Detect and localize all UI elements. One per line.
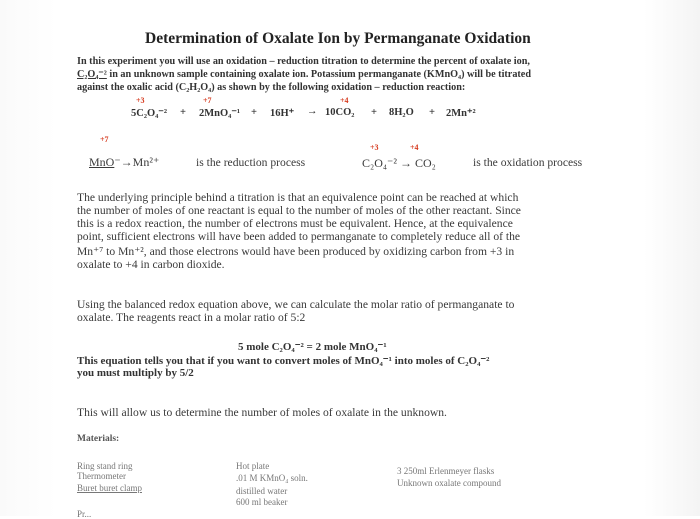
reduction-equation-left: MnO (89, 155, 115, 169)
page-title: Determination of Oxalate Ion by Permanganate Oxidation (145, 30, 531, 47)
paragraph-1-line-3: this is a redox reaction, the number of electrons must be equivalent. Hence, at the equivalence (77, 217, 513, 230)
product-manganese-ion: 2Mn⁺² (446, 108, 476, 119)
intro-line-3: against the oxalic acid (C₂H₂O₄) as shown by the following oxidation – reduction reaction: (77, 82, 466, 93)
ox-state-manganese: +7 (203, 96, 212, 105)
intro-line-2 (77, 69, 531, 80)
ox-state-mn-half: +7 (100, 135, 109, 144)
oxidation-half-equation: C₂O₄⁻² → CO₂ (362, 156, 436, 170)
paragraph-1-line-4: point, sufficient electrons will have been added to permanganate to completely reduce all of the (77, 230, 521, 243)
material-item: Thermometer (77, 471, 126, 481)
product-water: 8H₂O (389, 107, 414, 118)
reaction-arrow: → (307, 106, 318, 117)
paragraph-1-line-1: The underlying principle behind a titration is that an equivalence point can be reached at which (77, 191, 519, 204)
oxalate-ion-formula: C₂O₄⁻² (77, 69, 107, 80)
reduction-label: is the reduction process (196, 156, 306, 169)
intro-line-1: In this experiment you will use an oxidation – reduction titration to determine the percent of oxalate ion, (77, 56, 530, 67)
ox-state-carbon: +3 (136, 96, 145, 105)
material-item: distilled water (236, 486, 288, 496)
intro-line-2-rest: in an unknown sample containing oxalate ion. Potassium permanganate (KMnO₄) will be titrated (106, 69, 531, 80)
conversion-line-2: you must multiply by 5/2 (77, 367, 194, 379)
paragraph-3: This will allow us to determine the number of moles of oxalate in the unknown. (77, 406, 447, 419)
molar-ratio-equation: 5 mole C₂O₄⁻² = 2 mole MnO₄⁻¹ (238, 341, 387, 353)
paragraph-1-line-6: oxalate to +4 in carbon dioxide. (77, 258, 225, 271)
ox-state-carbon-product: +4 (340, 96, 349, 105)
plus-sign: + (251, 107, 257, 118)
plus-sign: + (371, 107, 377, 118)
reduction-equation-right: ⁻→Mn²⁺ (114, 155, 160, 169)
material-item: .01 M KMnO₄ soln. (236, 473, 308, 483)
paragraph-1-line-5: Mn⁺⁷ to Mn⁺², and those electrons would have been produced by oxidizing carbon from +3 in (77, 245, 515, 258)
reactant-permanganate: 2MnO₄⁻¹ (199, 108, 241, 119)
product-co2: 10CO₂ (325, 107, 355, 118)
paragraph-2-line-1: Using the balanced redox equation above, we can calculate the molar ratio of permanganate to (77, 298, 515, 311)
reduction-half-equation (89, 155, 159, 170)
oxidation-label: is the oxidation process (473, 156, 583, 169)
material-item: 600 ml beaker (236, 497, 288, 507)
cutoff-heading: Pr... (77, 509, 92, 519)
ox-state-c-half-right: +4 (410, 143, 419, 152)
plus-sign: + (180, 107, 186, 118)
reactant-oxalate: 5C₂O₄⁻² (131, 108, 167, 119)
plus-sign: + (429, 107, 435, 118)
conversion-line-1: This equation tells you that if you want to convert moles of MnO₄⁻¹ into moles of C₂O₄⁻² (77, 355, 490, 367)
material-item: Ring stand ring (77, 461, 133, 471)
material-item: 3 250ml Erlenmeyer flasks (397, 466, 495, 476)
material-item: Hot plate (236, 461, 270, 471)
reactant-hydrogen: 16H⁺ (270, 108, 295, 119)
ox-state-c-half-left: +3 (370, 143, 379, 152)
paragraph-1-line-2: the number of moles of one reactant is equal to the number of moles of the other reactant. Since (77, 204, 521, 217)
material-item: Buret buret clamp (77, 483, 142, 493)
materials-heading: Materials: (77, 434, 120, 444)
paragraph-2-line-2: oxalate. The reagents react in a molar ratio of 5:2 (77, 311, 306, 324)
material-item: Unknown oxalate compound (397, 478, 501, 488)
